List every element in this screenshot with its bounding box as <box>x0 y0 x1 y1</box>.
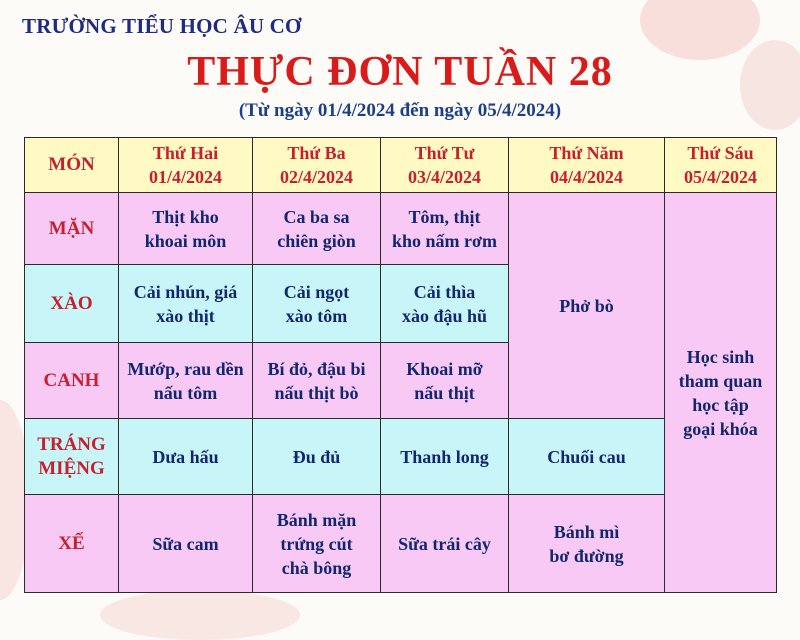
day-date: 03/4/2024 <box>407 167 481 187</box>
day-date: 01/4/2024 <box>148 167 222 187</box>
header-day-tue <box>253 138 381 193</box>
row-label-xe: XẾ <box>25 495 119 593</box>
day-date: 04/4/2024 <box>549 167 623 187</box>
cell-canh-wed: Khoai mỡ nấu thịt <box>381 343 509 419</box>
row-label-xao: XÀO <box>25 265 119 343</box>
cell-xe-wed: Sữa trái cây <box>381 495 509 593</box>
table-row-xe <box>25 495 777 593</box>
cell-man-wed: Tôm, thịt kho nấm rơm <box>381 193 509 265</box>
header-day-thu <box>509 138 665 193</box>
row-label-trang-mieng: TRÁNG MIỆNG <box>25 419 119 495</box>
cell-man-mon: Thịt kho khoai môn <box>119 193 253 265</box>
date-range: (Từ ngày 01/4/2024 đến ngày 05/4/2024) <box>238 100 562 121</box>
day-name: Thứ Sáu <box>687 143 754 163</box>
cell-xao-mon: Cải nhún, giá xào thịt <box>119 265 253 343</box>
cell-fri-all: Học sinh tham quan học tập goại khóa <box>665 193 777 593</box>
day-name: Thứ Ba <box>287 143 346 163</box>
table-row-trang-mieng <box>25 419 777 495</box>
cell-trang-mieng-thu: Chuối cau <box>509 419 665 495</box>
cell-xao-tue: Cải ngọt xào tôm <box>253 265 381 343</box>
cell-xe-tue: Bánh mặn trứng cút chà bông <box>253 495 381 593</box>
school-name: TRƯỜNG TIỂU HỌC ÂU CƠ <box>22 14 302 38</box>
day-name: Thứ Hai <box>152 143 219 163</box>
page-title: THỰC ĐƠN TUẦN 28 <box>187 49 613 95</box>
menu-table <box>24 137 777 593</box>
cell-xe-mon: Sữa cam <box>119 495 253 593</box>
cell-canh-tue: Bí đỏ, đậu bi nấu thịt bò <box>253 343 381 419</box>
cell-xao-wed: Cải thìa xào đậu hũ <box>381 265 509 343</box>
header-day-fri <box>665 138 777 193</box>
cell-man-tue: Ca ba sa chiên giòn <box>253 193 381 265</box>
day-name: Thứ Tư <box>414 143 475 163</box>
cell-xe-thu: Bánh mì bơ đường <box>509 495 665 593</box>
flower-decoration-bottom <box>100 590 300 640</box>
cell-trang-mieng-wed: Thanh long <box>381 419 509 495</box>
table-header-row <box>25 138 777 193</box>
row-label-canh: CANH <box>25 343 119 419</box>
row-label-man: MẶN <box>25 193 119 265</box>
day-date: 02/4/2024 <box>279 167 353 187</box>
day-name: Thứ Năm <box>549 143 624 163</box>
header-day-wed <box>381 138 509 193</box>
cell-trang-mieng-mon: Dưa hấu <box>119 419 253 495</box>
header-day-mon <box>119 138 253 193</box>
cell-trang-mieng-tue: Đu đủ <box>253 419 381 495</box>
cell-thu-main: Phở bò <box>509 193 665 419</box>
day-date: 05/4/2024 <box>683 167 757 187</box>
table-row-man <box>25 193 777 265</box>
cell-canh-mon: Mướp, rau dền nấu tôm <box>119 343 253 419</box>
header-corner: MÓN <box>25 138 119 193</box>
